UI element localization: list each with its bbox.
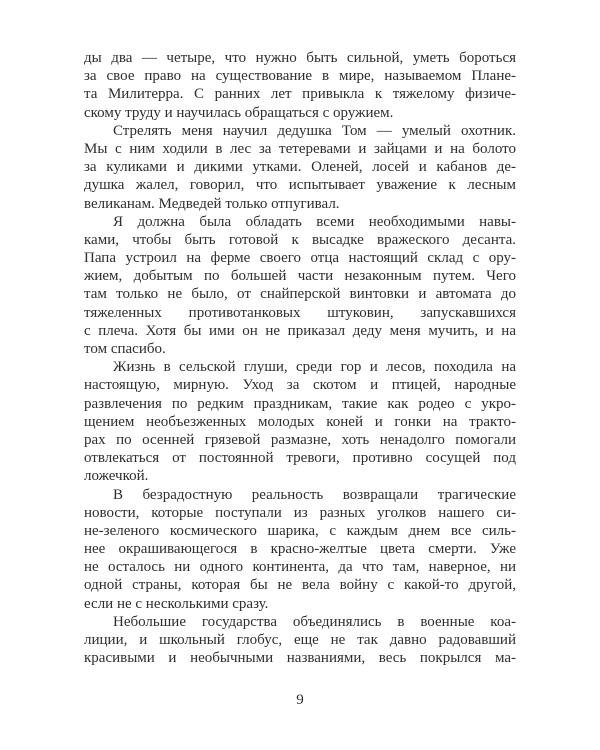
text-line: та Милитерра. С ранних лет привыкла к тяжелому физиче- <box>84 86 516 103</box>
text-line: щением необъезженных молодых коней и гонки на тракто- <box>84 413 516 430</box>
text-line: лиции, и школьный глобус, еще не так давно радовавший <box>84 632 516 648</box>
text-line: ками, чтобы быть готовой к высадке вражеского десанта. <box>84 231 516 248</box>
text-line: за куликами и дикими утками. Оленей, лосей и кабанов де- <box>84 159 516 176</box>
text-line: душка жалел, говорил, что испытывает уважение к лесным <box>84 177 516 194</box>
text-line: Мы с ним ходили в лес за тетеревами и зайцами и на болото <box>84 140 516 157</box>
text-line: красивыми и необычными названиями, весь покрылся ма- <box>84 650 516 667</box>
text-line: отвлекаться от постоянной тревоги, противно сосущей под <box>84 450 516 467</box>
text-line: Стрелять меня научил дедушка Том — умелый охотник. <box>113 122 516 139</box>
text-line: рах по осенней грязевой размазне, хоть ненадолго помогали <box>84 431 516 448</box>
text-line: не осталось ни одного континента, да что там, наверное, ни <box>84 559 516 576</box>
page-number: 9 <box>296 692 304 708</box>
text-line: настоящую, мирную. Уход за скотом и птицей, народные <box>84 377 516 394</box>
text-line: там только не было, от снайперской винтовки и автомата до <box>84 286 516 303</box>
text-line: тяжеленных противотанковых штуковин, запускавшихся <box>84 304 516 321</box>
text-line: новости, которые поступали из разных уголков нашего си- <box>84 504 516 521</box>
text-line: скому труду и научилась обращаться с оружием. <box>84 104 394 121</box>
text-line: с плеча. Хотя бы ими он не приказал деду меня мучить, и на <box>84 322 516 339</box>
page-text <box>84 49 516 667</box>
text-line: нее окрашивающегося в красно-желтые цвета смерти. Уже <box>84 541 516 558</box>
text-line: Небольшие государства объединялись в военные коа- <box>113 613 516 630</box>
text-line: за свое право на существование в мире, называемом Плане- <box>84 68 516 85</box>
text-line: ложечкой. <box>84 468 149 485</box>
text-line: Жизнь в сельской глуши, среди гор и лесов, походила на <box>113 359 516 376</box>
text-line: развлечения по редким праздникам, такие как родео с укро- <box>84 395 516 412</box>
text-line: жием, добытым по большей части незаконным путем. Чего <box>84 268 516 285</box>
text-line: одной страны, которая бы не вела войну с какой-то другой, <box>84 577 516 594</box>
text-line: если не с несколькими сразу. <box>84 595 269 612</box>
text-line: ды два — четыре, что нужно быть сильной, уметь бороться <box>84 50 516 66</box>
text-line: том спасибо. <box>84 341 166 357</box>
text-line: великанам. Медведей только отпугивал. <box>84 195 340 212</box>
text-line: Папа устроил на ферме своего отца настоящий склад с ору- <box>84 250 516 267</box>
text-line: В безрадостную реальность возвращали трагические <box>113 486 516 503</box>
text-line: Я должна была обладать всеми необходимыми навы- <box>113 213 516 230</box>
text-line: не-зеленого космического шарика, с каждым днем все силь- <box>84 522 516 539</box>
